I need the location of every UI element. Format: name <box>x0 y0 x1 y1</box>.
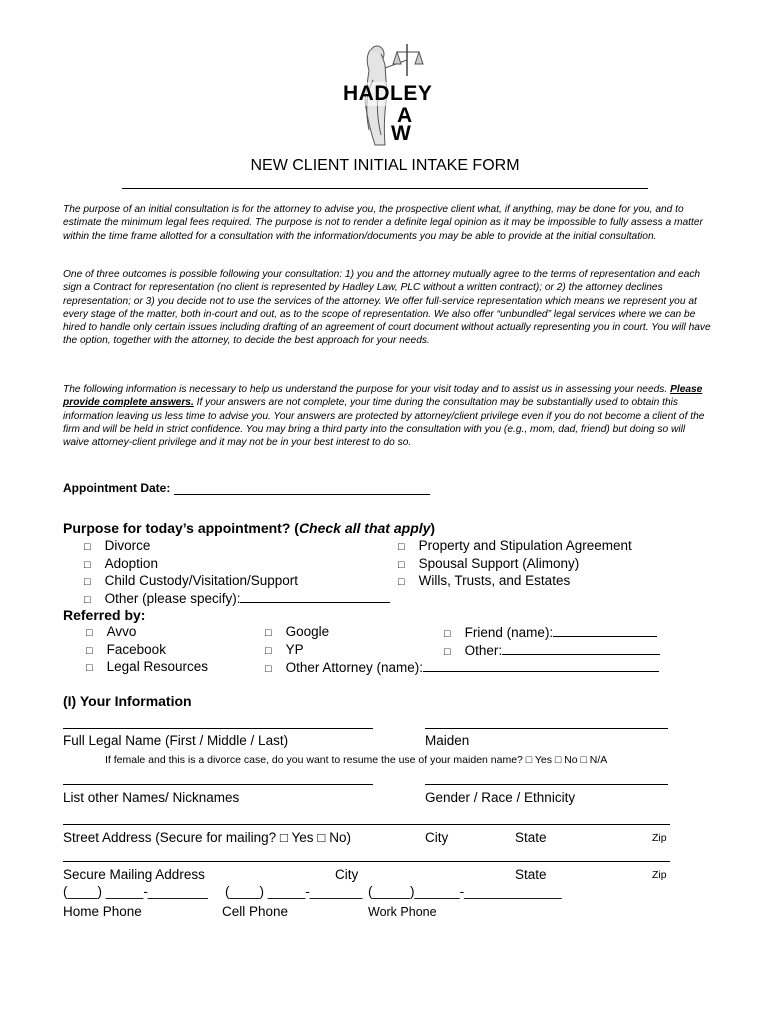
title-divider <box>122 188 648 189</box>
referral-option-facebook[interactable]: □ Facebook <box>86 642 166 657</box>
secure-mailing-label: Secure Mailing Address <box>63 867 205 882</box>
full-name-field[interactable] <box>63 728 373 729</box>
purpose-option-other[interactable]: □ Other (please specify): <box>84 590 390 606</box>
gender-race-label: Gender / Race / Ethnicity <box>425 790 576 805</box>
referral-option-google[interactable]: □ Google <box>265 624 330 639</box>
state-label: State <box>515 830 547 845</box>
logo-line-2: A <box>397 104 413 127</box>
checkbox-icon[interactable]: □ <box>265 663 272 675</box>
logo-line-1: HADLEY <box>343 82 433 105</box>
referral-option-other[interactable]: □ Other: <box>444 642 660 658</box>
information-paragraph: The following information is necessary to help us understand the purpose for your visit today and to assist us in assessing your needs. Please provide complete answers. If your answers are not complete, your time during the consultation may be substantially used to obtain this information leaving us less time to advise you. Your answers are protected by attorney/client privilege even if you do not become a client of the firm and will be held in strict confidence. You may bring a third party into the consultation with you (e.g., mom, dad, friend) but doing so will waive attorney-client privilege and it may not be in your best interest to do so. <box>63 384 705 449</box>
city-label: City <box>425 830 449 845</box>
purpose-option-wills[interactable]: □ Wills, Trusts, and Estates <box>398 573 571 588</box>
form-title: NEW CLIENT INITIAL INTAKE FORM <box>250 157 520 174</box>
appointment-date-field[interactable] <box>174 482 430 495</box>
mailing-state-label: State <box>515 867 547 882</box>
referral-option-friend[interactable]: □ Friend (name): <box>444 624 657 640</box>
other-names-field[interactable] <box>63 784 373 785</box>
checkbox-icon[interactable]: □ <box>86 645 93 657</box>
maiden-name-field[interactable] <box>425 728 668 729</box>
home-phone-field[interactable]: (____) _____-________ <box>63 884 208 899</box>
friend-name-field[interactable] <box>553 624 657 637</box>
hadley-law-logo <box>335 40 445 150</box>
other-attorney-name-field[interactable] <box>423 659 659 672</box>
checkbox-icon[interactable]: □ <box>86 662 93 674</box>
purpose-option-property[interactable]: □ Property and Stipulation Agreement <box>398 538 632 553</box>
checkbox-icon[interactable]: □ <box>265 627 272 639</box>
purpose-heading: Purpose for today’s appointment? (Check all that apply) <box>63 520 436 536</box>
referral-other-field[interactable] <box>502 642 660 655</box>
checkbox-icon[interactable]: □ <box>444 646 451 658</box>
referral-option-yp[interactable]: □ YP <box>265 642 304 657</box>
work-phone-field[interactable]: (_____)______-_____________ <box>368 884 562 899</box>
maiden-name-question: If female and this is a divorce case, do you want to resume the use of your maiden name? □ Yes □ No □ N/A <box>105 754 608 766</box>
secure-mailing-field[interactable] <box>63 861 670 862</box>
checkbox-icon[interactable]: □ <box>84 541 91 553</box>
purpose-option-custody[interactable]: □ Child Custody/Visitation/Support <box>84 573 299 588</box>
referral-option-legal-resources[interactable]: □ Legal Resources <box>86 659 208 674</box>
appointment-date-label: Appointment Date: <box>63 481 171 495</box>
logo-line-3: W <box>391 122 411 145</box>
work-phone-label: Work Phone <box>368 905 437 919</box>
zip-label: Zip <box>652 832 667 844</box>
checkbox-icon[interactable]: □ <box>84 594 91 606</box>
purpose-option-adoption[interactable]: □ Adoption <box>84 556 158 571</box>
referral-option-other-attorney[interactable]: □ Other Attorney (name): <box>265 659 659 675</box>
cell-phone-label: Cell Phone <box>222 904 289 919</box>
mailing-zip-label: Zip <box>652 869 667 881</box>
other-names-label: List other Names/ Nicknames <box>63 790 240 805</box>
street-address-field[interactable] <box>63 824 670 825</box>
home-phone-label: Home Phone <box>63 904 142 919</box>
full-name-label: Full Legal Name (First / Middle / Last) <box>63 733 289 748</box>
maiden-label: Maiden <box>425 733 470 748</box>
checkbox-icon[interactable]: □ <box>398 541 405 553</box>
checkbox-icon[interactable]: □ <box>398 576 405 588</box>
intro-paragraph: The purpose of an initial consultation is for the attorney to advise you, the prospective client what, if anything, may be done for you, and to estimate the minimum legal fees required. The purpose is not to render a definite legal opinion as it may be impossible to fully assess a matter within the time frame allotted for a consultation with the information/documents you may be able to provide at the initial consultation. <box>63 204 703 242</box>
checkbox-icon[interactable]: □ <box>398 559 405 571</box>
mailing-city-label: City <box>335 867 359 882</box>
your-information-heading: (I) Your Information <box>63 693 192 709</box>
outcomes-paragraph: One of three outcomes is possible following your consultation: 1) you and the attorney mutually agree to the terms of representation and each sign a Contract for representation (no client is represented by Hadley Law, PLC without a written contract); or 2) the attorney declines representation; or 3) you decide not to use the services of the attorney. We offer full-service representation which means we represent you at every stage of the matter, both in-court and out, as to the scope of representation. We also offer “unbundled” legal services where we can be hired to handle only certain issues including drafting of an agreement of court document without actually representing you in court. You will have the option, together with the attorney, to decide the best approach for your needs. <box>63 269 711 347</box>
purpose-other-field[interactable] <box>240 590 390 603</box>
checkbox-icon[interactable]: □ <box>265 645 272 657</box>
checkbox-icon[interactable]: □ <box>84 559 91 571</box>
checkbox-icon[interactable]: □ <box>444 628 451 640</box>
purpose-option-spousal-support[interactable]: □ Spousal Support (Alimony) <box>398 556 580 571</box>
street-address-label: Street Address (Secure for mailing? □ Yes □ No) <box>63 830 351 845</box>
complete-answers-emphasis: Please provide complete answers. <box>63 384 703 409</box>
purpose-option-divorce[interactable]: □ Divorce <box>84 538 151 553</box>
appointment-date-row <box>63 481 430 495</box>
cell-phone-field[interactable]: (____) _____-_______ <box>225 884 363 899</box>
referral-option-avvo[interactable]: □ Avvo <box>86 624 137 639</box>
checkbox-icon[interactable]: □ <box>84 576 91 588</box>
gender-race-field[interactable] <box>425 784 668 785</box>
checkbox-icon[interactable]: □ <box>86 627 93 639</box>
referred-heading: Referred by: <box>63 607 146 623</box>
